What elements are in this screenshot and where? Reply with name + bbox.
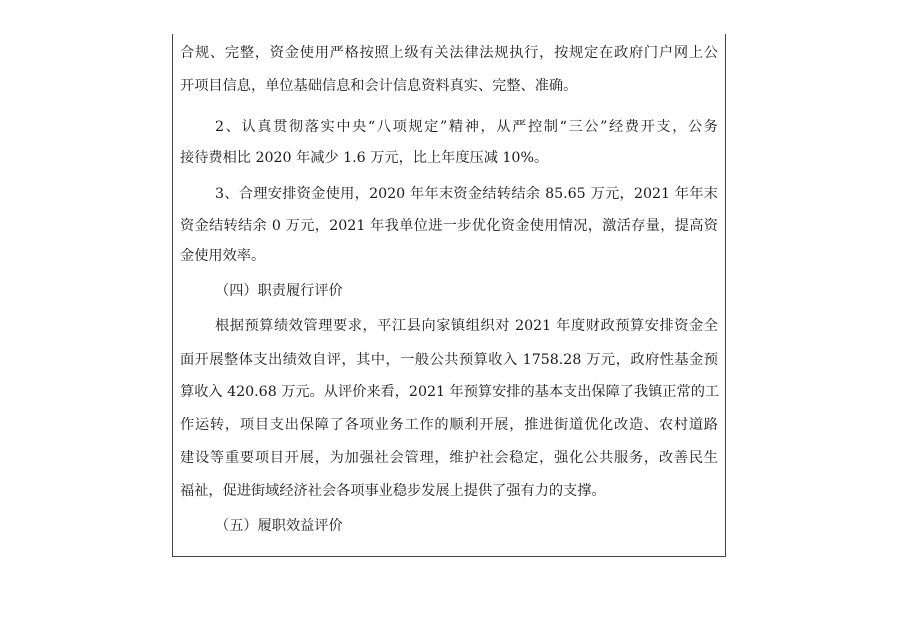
text-line-2: 开项目信息，单位基础信息和会计信息资料真实、完整、准确。	[180, 78, 578, 94]
section-heading-5: （五）履职效益评价	[215, 518, 343, 534]
text-line-10: 面开展整体支出绩效自评，其中，一般公共预算收入 1758.28 万元，政府性基金预	[180, 352, 718, 368]
text-line-1: 合规、完整，资金使用严格按照上级有关法律法规执行，按规定在政府门户网上公	[180, 45, 718, 61]
text-line-3: 2、认真贯彻落实中央“八项规定”精神，从严控制“三公”经费开支，公务	[215, 119, 718, 135]
text-line-13: 建设等重要项目开展，为加强社会管理，维护社会稳定，强化公共服务，改善民生	[180, 450, 718, 466]
text-line-6: 资金结转结余 0 万元，2021 年我单位进一步优化资金使用情况，激活存量，提高资	[180, 218, 718, 234]
text-line-14: 福祉，促进街域经济社会各项事业稳步发展上提供了强有力的支撑。	[180, 483, 606, 499]
section-heading-4: （四）职责履行评价	[215, 283, 343, 299]
text-line-12: 作运转，项目支出保障了各项业务工作的顺利开展，推进街道优化改造、农村道路	[180, 417, 718, 433]
text-line-5: 3、合理安排资金使用，2020 年年末资金结转结余 85.65 万元，2021 年年末	[215, 186, 718, 202]
text-line-4: 接待费相比 2020 年减少 1.6 万元，比上年度压减 10%。	[180, 150, 549, 166]
text-line-9: 根据预算绩效管理要求，平江县向家镇组织对 2021 年度财政预算安排资金全	[215, 318, 718, 334]
text-line-7: 金使用效率。	[180, 248, 266, 264]
text-line-11: 算收入 420.68 万元。从评价来看，2021 年预算安排的基本支出保障了我镇正常的工	[180, 384, 720, 400]
